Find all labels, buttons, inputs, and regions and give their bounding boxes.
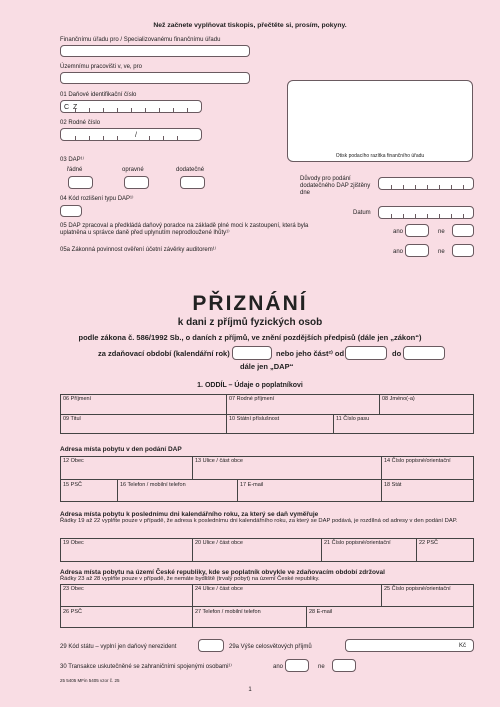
label-05a-ne: ne [438, 249, 445, 255]
label-cislo-popisne-2: 21 Číslo popisné/orientační [324, 540, 391, 546]
address-2-grid [60, 538, 474, 562]
label-uzemni-pracoviste: Územnímu pracovišti v, ve, pro [60, 64, 142, 70]
page-title: PŘIZNÁNÍ [192, 292, 308, 315]
duvody-date-field[interactable] [378, 177, 474, 190]
label-email-3: 28 E-mail [309, 609, 333, 615]
address-3-heading: Adresa místa pobytu na území České republiky, kde se poplatník obvykle ve zdaňovacím období zdržoval [60, 569, 385, 576]
label-dap: 03 DAP¹⁾ [60, 157, 85, 163]
checkbox-30-ne[interactable] [332, 659, 356, 672]
label-cislo-popisne-1: 14 Číslo popisné/orientační [384, 458, 451, 464]
label-psc-3: 26 PSČ [63, 609, 82, 615]
financni-urad-input[interactable] [60, 45, 250, 57]
address-3-note: Řádky 23 až 28 vyplňte pouze v případě, že nemáte bydliště (trvalý pobyt) na území České republiky. [60, 576, 320, 582]
rodne-cislo-slash: / [135, 132, 137, 139]
label-titul: 09 Titul [63, 416, 81, 422]
label-statni-prislusnost: 10 Státní příslušnost [229, 416, 280, 422]
checkbox-dodatecne[interactable] [180, 176, 205, 189]
address-1-heading: Adresa místa pobytu v den podání DAP [60, 446, 182, 453]
address-2-heading: Adresa místa pobytu k poslednímu dni kalendářního roku, za který se daň vyměřuje [60, 511, 319, 518]
label-audit: 05a Zákonná povinnost ověření účetní závěrky auditorem¹⁾ [60, 247, 217, 253]
label-30-ano: ano [273, 664, 284, 670]
label-datum: Datum [353, 210, 371, 216]
label-jmeno: 08 Jméno(-a) [382, 396, 415, 402]
address-2-note: Řádky 19 až 22 vyplňte pouze v případě, že adresa k poslednímu dni kalendářního roku, za který se DAP podává, je rozdílná od adresy v den podání DAP. [60, 518, 458, 524]
label-stat-1: 18 Stát [384, 482, 402, 488]
period-label-year: za zdaňovací období (kalendářní rok) [98, 349, 230, 358]
label-obec-1: 12 Obec [63, 458, 84, 464]
label-telefon-3: 27 Telefon / mobilní telefon [195, 609, 261, 615]
page-number: 1 [248, 687, 252, 693]
label-ulice-3: 24 Ulice / část obce [195, 586, 243, 592]
period-label-to: do [392, 349, 402, 358]
label-cislo-popisne-3: 25 Číslo popisné/orientační [384, 586, 451, 592]
kod-statu-input[interactable] [198, 639, 224, 652]
label-dic: 01 Daňové identifikační číslo [60, 92, 137, 98]
label-obec-2: 19 Obec [63, 540, 84, 546]
label-05a-ano: ano [393, 249, 404, 255]
uzemni-pracoviste-input[interactable] [60, 72, 250, 84]
period-label-dap: dále jen „DAP“ [240, 362, 294, 371]
label-danovy-poradce: 05 DAP zpracoval a předkládá daňový poradce na základě plné moci k zastoupení, která byla uplatněna u správce daně před uplynutím neprodloužené lhůty¹⁾ [60, 223, 309, 236]
label-psc-1: 15 PSČ [63, 482, 82, 488]
checkbox-05a-ano[interactable] [405, 244, 429, 257]
label-celosvetove-prijmy: 29a Výše celosvětových příjmů [229, 644, 312, 650]
law-line: podle zákona č. 586/1992 Sb., o daních z příjmů, ve znění pozdějších předpisů (dále jen „zákon“) [78, 333, 422, 342]
celosvetove-prijmy-input[interactable] [345, 639, 474, 652]
label-transakce: 30 Transakce uskutečněné se zahraničními spojenými osobami¹⁾ [60, 664, 232, 670]
address-3-grid [60, 584, 474, 628]
rodne-cislo-field[interactable] [60, 128, 202, 141]
page-subtitle: k dani z příjmů fyzických osob [177, 317, 323, 328]
checkbox-30-ano[interactable] [285, 659, 309, 672]
checkbox-05a-ne[interactable] [452, 244, 474, 257]
period-to-input[interactable] [403, 346, 445, 360]
label-30-ne: ne [318, 664, 325, 670]
label-dodatecne: dodatečné [176, 167, 205, 173]
checkbox-05-ano[interactable] [405, 224, 429, 237]
checkbox-radne[interactable] [68, 176, 93, 189]
label-cislo-pasu: 11 Číslo pasu [336, 416, 370, 422]
dic-field[interactable] [60, 100, 202, 113]
personal-grid [60, 394, 474, 434]
label-ulice-1: 13 Ulice / část obce [195, 458, 243, 464]
period-from-input[interactable] [345, 346, 387, 360]
label-rodne-prijmeni: 07 Rodné příjmení [229, 396, 275, 402]
section-1-heading: 1. ODDÍL – Údaje o poplatníkovi [197, 382, 303, 389]
label-05-ano: ano [393, 229, 404, 235]
label-05-ne: ne [438, 229, 445, 235]
header-note: Než začnete vyplňovat tiskopis, přečtěte si, prosím, pokyny. [153, 22, 347, 29]
datum-field[interactable] [378, 206, 474, 219]
period-year-input[interactable] [232, 346, 272, 360]
label-financni-urad: Finančnímu úřadu pro / Specializovanému finančnímu úřadu [60, 37, 221, 43]
period-label-from: nebo jeho část²⁾ od [276, 349, 345, 358]
label-kod-statu: 29 Kód státu – vyplní jen daňový nerezident [60, 644, 177, 650]
footer-code: 25 5405 MFin 5405 vzor č. 25 [60, 678, 120, 683]
label-rodne-cislo: 02 Rodné číslo [60, 120, 101, 126]
label-ulice-2: 20 Ulice / část obce [195, 540, 243, 546]
label-kod-rozliseni: 04 Kód rozlišení typu DAP¹⁾ [60, 196, 134, 202]
label-opravne: opravné [122, 167, 144, 173]
label-radne: řádné [67, 167, 83, 173]
stamp-label: Otisk podacího razítka finančního úřadu [335, 153, 425, 159]
checkbox-05-ne[interactable] [452, 224, 474, 237]
label-duvody: Důvody pro podání dodatečného DAP zjištěny dne [300, 176, 371, 196]
label-prijmeni: 06 Příjmení [63, 396, 92, 402]
kod-rozliseni-input[interactable] [60, 205, 82, 217]
label-psc-2: 22 PSČ [419, 540, 438, 546]
address-1-grid [60, 456, 474, 502]
label-email-1: 17 E-mail [240, 482, 264, 488]
stamp-box [287, 80, 473, 162]
currency-unit: Kč [459, 643, 467, 649]
label-obec-3: 23 Obec [63, 586, 84, 592]
dic-prefix: C Z [64, 104, 79, 111]
label-telefon-1: 16 Telefon / mobilní telefon [120, 482, 186, 488]
checkbox-opravne[interactable] [124, 176, 149, 189]
